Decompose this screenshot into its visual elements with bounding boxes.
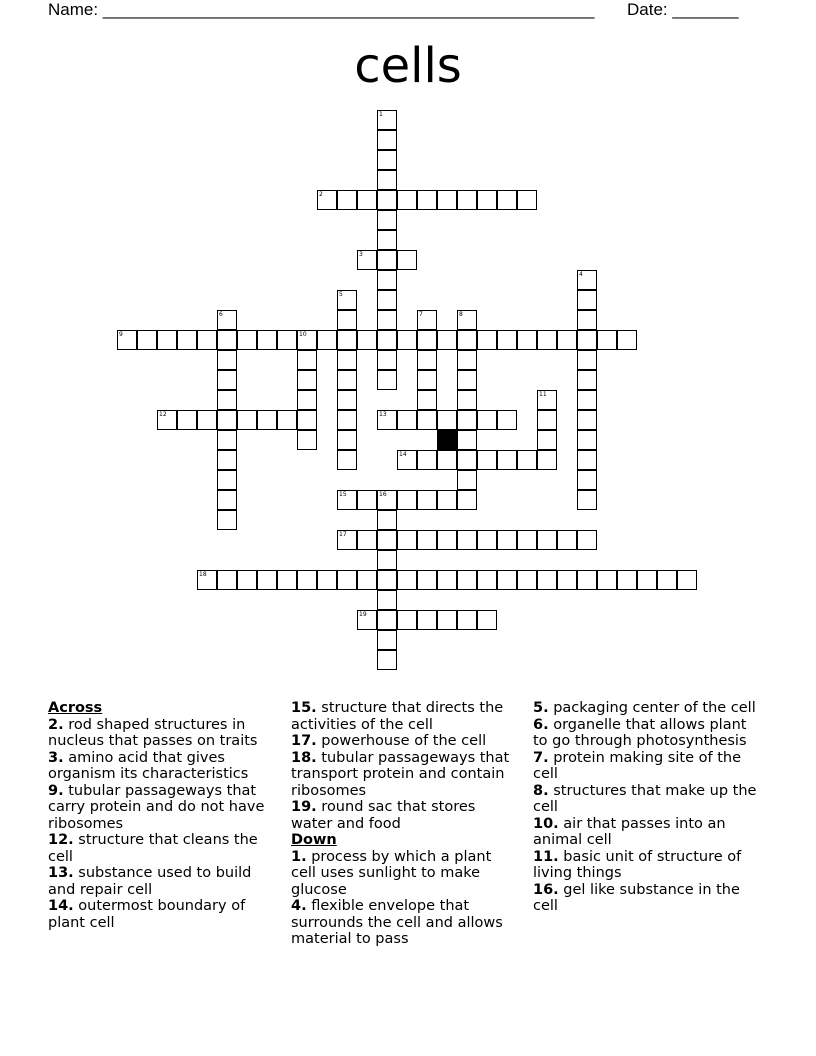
grid-cell[interactable]: [377, 230, 397, 250]
grid-cell[interactable]: [417, 570, 437, 590]
grid-cell[interactable]: [397, 530, 417, 550]
grid-cell[interactable]: [557, 330, 577, 350]
clue-across-9: 9. tubular passageways that carry protein and do not have ribosomes: [48, 782, 265, 832]
clue-column-3: [533, 700, 758, 915]
clue-number: 19: [359, 611, 367, 618]
grid-cell[interactable]: [337, 190, 357, 210]
grid-cell[interactable]: [437, 190, 457, 210]
clue-across-17: 17. powerhouse of the cell: [291, 733, 487, 749]
grid-cell[interactable]: [497, 530, 517, 550]
grid-cell[interactable]: [457, 450, 477, 470]
grid-cell[interactable]: [157, 330, 177, 350]
grid-cell[interactable]: [437, 530, 457, 550]
clue-number: 3: [359, 251, 363, 258]
grid-cell[interactable]: [497, 190, 517, 210]
date-line: _______: [672, 0, 739, 19]
grid-cell[interactable]: [597, 570, 617, 590]
clue-down-10: 10. air that passes into an animal cell: [533, 815, 726, 848]
clue-across-13: 13. substance used to build and repair cell: [48, 865, 252, 898]
grid-cell[interactable]: [137, 330, 157, 350]
grid-cell[interactable]: [337, 330, 357, 350]
grid-cell[interactable]: [517, 190, 537, 210]
grid-cell[interactable]: [397, 190, 417, 210]
grid-cell[interactable]: [477, 410, 497, 430]
across-heading: Across: [48, 700, 103, 716]
grid-cell[interactable]: [297, 390, 317, 410]
grid-cell[interactable]: [457, 330, 477, 350]
grid-cell[interactable]: [337, 490, 357, 510]
grid-cell[interactable]: [197, 410, 217, 430]
grid-cell[interactable]: [657, 570, 677, 590]
grid-cell[interactable]: [457, 490, 477, 510]
grid-cell[interactable]: [397, 450, 417, 470]
grid-cell[interactable]: [417, 410, 437, 430]
grid-cell[interactable]: [557, 570, 577, 590]
grid-cell[interactable]: [597, 330, 617, 350]
clue-number: 11: [539, 391, 547, 398]
grid-cell[interactable]: [377, 650, 397, 670]
grid-cell[interactable]: [217, 390, 237, 410]
clue-number: 16: [379, 491, 387, 498]
grid-cell[interactable]: [677, 570, 697, 590]
grid-cell[interactable]: [417, 310, 437, 330]
grid-cell[interactable]: [317, 190, 337, 210]
grid-cell[interactable]: [217, 410, 237, 430]
clue-number: 14: [399, 451, 407, 458]
grid-cell[interactable]: [377, 510, 397, 530]
grid-cell[interactable]: [577, 290, 597, 310]
grid-cell[interactable]: [217, 370, 237, 390]
grid-cell[interactable]: [477, 530, 497, 550]
grid-cell[interactable]: [337, 310, 357, 330]
grid-cell[interactable]: [457, 530, 477, 550]
grid-cell[interactable]: [197, 570, 217, 590]
grid-cell[interactable]: [457, 430, 477, 450]
clue-number: 1: [379, 111, 383, 118]
grid-cell[interactable]: [257, 570, 277, 590]
clue-down-6: 6. organelle that allows plant to go through photosynthesis: [533, 716, 747, 749]
clue-number: 6: [219, 311, 223, 318]
grid-cell[interactable]: [177, 330, 197, 350]
grid-cell[interactable]: [217, 430, 237, 450]
grid-cell[interactable]: [437, 570, 457, 590]
grid-cell[interactable]: [577, 370, 597, 390]
grid-cell[interactable]: [377, 590, 397, 610]
grid-cell[interactable]: [497, 450, 517, 470]
grid-cell[interactable]: [337, 290, 357, 310]
grid-cell[interactable]: [257, 330, 277, 350]
grid-cell[interactable]: [337, 390, 357, 410]
clue-across-12: 12. structure that cleans the cell: [48, 832, 258, 865]
grid-cell[interactable]: [357, 190, 377, 210]
grid-cell[interactable]: [377, 570, 397, 590]
grid-cell[interactable]: [177, 410, 197, 430]
grid-cell[interactable]: [577, 390, 597, 410]
grid-cell[interactable]: [577, 430, 597, 450]
grid-cell[interactable]: [357, 250, 377, 270]
grid-cell[interactable]: [477, 570, 497, 590]
clue-across-14: 14. outermost boundary of plant cell: [48, 898, 246, 931]
grid-cell[interactable]: [577, 310, 597, 330]
grid-cell[interactable]: [417, 530, 437, 550]
grid-cell[interactable]: [337, 370, 357, 390]
clue-column-2: [291, 700, 511, 948]
grid-cell[interactable]: [417, 490, 437, 510]
grid-cell[interactable]: [377, 130, 397, 150]
black-square: [437, 430, 457, 450]
grid-cell[interactable]: [417, 370, 437, 390]
name-line: ____________________________________________________: [102, 0, 595, 19]
grid-cell[interactable]: [577, 350, 597, 370]
grid-cell[interactable]: [457, 190, 477, 210]
grid-cell[interactable]: [397, 410, 417, 430]
clue-down-16: 16. gel like substance in the cell: [533, 881, 740, 914]
grid-cell[interactable]: [437, 330, 457, 350]
grid-cell[interactable]: [537, 330, 557, 350]
grid-cell[interactable]: [377, 370, 397, 390]
grid-cell[interactable]: [537, 410, 557, 430]
grid-cell[interactable]: [477, 330, 497, 350]
grid-cell[interactable]: [457, 370, 477, 390]
grid-cell[interactable]: [457, 310, 477, 330]
grid-cell[interactable]: [397, 490, 417, 510]
clue-number: 4: [579, 271, 583, 278]
grid-cell[interactable]: [357, 570, 377, 590]
grid-cell[interactable]: [437, 490, 457, 510]
clue-across-18: 18. tubular passageways that transport protein and contain ribosomes: [291, 749, 510, 799]
grid-cell[interactable]: [397, 250, 417, 270]
grid-cell[interactable]: [317, 570, 337, 590]
grid-cell[interactable]: [637, 570, 657, 590]
grid-cell[interactable]: [377, 310, 397, 330]
clue-number: 10: [299, 331, 307, 338]
name-label: Name:: [48, 0, 99, 19]
grid-cell[interactable]: [417, 610, 437, 630]
grid-cell[interactable]: [297, 430, 317, 450]
grid-cell[interactable]: [377, 610, 397, 630]
grid-cell[interactable]: [417, 390, 437, 410]
grid-cell[interactable]: [297, 370, 317, 390]
grid-cell[interactable]: [437, 450, 457, 470]
grid-cell[interactable]: [277, 570, 297, 590]
grid-cell[interactable]: [337, 430, 357, 450]
grid-cell[interactable]: [357, 330, 377, 350]
grid-cell[interactable]: [237, 410, 257, 430]
grid-cell[interactable]: [377, 630, 397, 650]
grid-cell[interactable]: [297, 570, 317, 590]
grid-cell[interactable]: [377, 530, 397, 550]
grid-cell[interactable]: [457, 390, 477, 410]
grid-cell[interactable]: [417, 450, 437, 470]
grid-cell[interactable]: [397, 330, 417, 350]
clue-down-11: 11. basic unit of structure of living things: [533, 848, 742, 881]
clue-number: 17: [339, 531, 347, 538]
grid-cell[interactable]: [417, 190, 437, 210]
grid-cell[interactable]: [377, 490, 397, 510]
clue-number: 8: [459, 311, 463, 318]
grid-cell[interactable]: [457, 350, 477, 370]
grid-cell[interactable]: [317, 330, 337, 350]
clue-number: 7: [419, 311, 423, 318]
grid-cell[interactable]: [277, 330, 297, 350]
grid-cell[interactable]: [537, 530, 557, 550]
clue-number: 12: [159, 411, 167, 418]
grid-cell[interactable]: [377, 190, 397, 210]
grid-cell[interactable]: [557, 530, 577, 550]
clue-down-5: 5. packaging center of the cell: [533, 700, 756, 716]
grid-cell[interactable]: [217, 330, 237, 350]
clue-number: 2: [319, 191, 323, 198]
grid-cell[interactable]: [217, 350, 237, 370]
grid-cell[interactable]: [377, 110, 397, 130]
grid-cell[interactable]: [577, 410, 597, 430]
grid-cell[interactable]: [397, 570, 417, 590]
grid-cell[interactable]: [577, 490, 597, 510]
grid-cell[interactable]: [497, 410, 517, 430]
grid-cell[interactable]: [497, 570, 517, 590]
grid-cell[interactable]: [337, 450, 357, 470]
clue-number: 13: [379, 411, 387, 418]
clue-across-2: 2. rod shaped structures in nucleus that passes on traits: [48, 716, 258, 749]
clue-across-15: 15. structure that directs the activities of the cell: [291, 700, 504, 733]
grid-cell[interactable]: [577, 470, 597, 490]
grid-cell[interactable]: [477, 450, 497, 470]
grid-cell[interactable]: [517, 530, 537, 550]
grid-cell[interactable]: [537, 570, 557, 590]
grid-cell[interactable]: [297, 410, 317, 430]
grid-cell[interactable]: [417, 330, 437, 350]
grid-cell[interactable]: [477, 190, 497, 210]
grid-cell[interactable]: [577, 270, 597, 290]
grid-cell[interactable]: [357, 530, 377, 550]
grid-cell[interactable]: [617, 570, 637, 590]
grid-cell[interactable]: [117, 330, 137, 350]
clue-number: 5: [339, 291, 343, 298]
grid-cell[interactable]: [157, 410, 177, 430]
grid-cell[interactable]: [537, 430, 557, 450]
grid-cell[interactable]: [457, 470, 477, 490]
grid-cell[interactable]: [217, 310, 237, 330]
grid-cell[interactable]: [417, 350, 437, 370]
grid-cell[interactable]: [397, 610, 417, 630]
grid-cell[interactable]: [377, 250, 397, 270]
grid-cell[interactable]: [377, 150, 397, 170]
grid-cell[interactable]: [377, 270, 397, 290]
grid-cell[interactable]: [537, 450, 557, 470]
grid-cell[interactable]: [537, 390, 557, 410]
grid-cell[interactable]: [437, 410, 457, 430]
clue-down-4: 4. flexible envelope that surrounds the cell and allows material to pass: [291, 898, 503, 947]
grid-cell[interactable]: [217, 490, 237, 510]
grid-cell[interactable]: [437, 610, 457, 630]
grid-cell[interactable]: [577, 530, 597, 550]
grid-cell[interactable]: [297, 330, 317, 350]
grid-cell[interactable]: [357, 610, 377, 630]
grid-cell[interactable]: [217, 470, 237, 490]
grid-cell[interactable]: [337, 530, 357, 550]
grid-cell[interactable]: [357, 490, 377, 510]
grid-cell[interactable]: [217, 570, 237, 590]
clue-number: 15: [339, 491, 347, 498]
grid-cell[interactable]: [517, 330, 537, 350]
grid-cell[interactable]: [257, 410, 277, 430]
grid-cell[interactable]: [377, 290, 397, 310]
grid-cell[interactable]: [217, 450, 237, 470]
grid-cell[interactable]: [237, 330, 257, 350]
clue-number: 9: [119, 331, 123, 338]
grid-cell[interactable]: [577, 570, 597, 590]
grid-cell[interactable]: [457, 410, 477, 430]
clue-across-3: 3. amino acid that gives organism its characteristics: [48, 749, 249, 782]
clue-down-8: 8. structures that make up the cell: [533, 782, 757, 815]
clue-column-1: [48, 700, 268, 931]
grid-cell[interactable]: [197, 330, 217, 350]
grid-cell[interactable]: [377, 410, 397, 430]
grid-cell[interactable]: [377, 210, 397, 230]
grid-cell[interactable]: [517, 570, 537, 590]
grid-cell[interactable]: [297, 350, 317, 370]
grid-cell[interactable]: [477, 610, 497, 630]
grid-cell[interactable]: [577, 450, 597, 470]
grid-cell[interactable]: [337, 570, 357, 590]
grid-cell[interactable]: [617, 330, 637, 350]
grid-cell[interactable]: [457, 610, 477, 630]
grid-cell[interactable]: [217, 510, 237, 530]
clue-down-1: 1. process by which a plant cell uses sunlight to make glucose: [291, 848, 492, 898]
clue-down-7: 7. protein making site of the cell: [533, 749, 741, 782]
grid-cell[interactable]: [577, 330, 597, 350]
clue-across-19: 19. round sac that stores water and food: [291, 799, 476, 832]
grid-cell[interactable]: [377, 330, 397, 350]
grid-cell[interactable]: [497, 330, 517, 350]
grid-cell[interactable]: [457, 570, 477, 590]
grid-cell[interactable]: [517, 450, 537, 470]
grid-cell[interactable]: [277, 410, 297, 430]
grid-cell[interactable]: [377, 170, 397, 190]
clue-number: 18: [199, 571, 207, 578]
grid-cell[interactable]: [377, 550, 397, 570]
grid-cell[interactable]: [337, 350, 357, 370]
down-heading: Down: [291, 832, 337, 848]
grid-cell[interactable]: [237, 570, 257, 590]
page-title: cells: [354, 38, 462, 94]
grid-cell[interactable]: [337, 410, 357, 430]
date-label: Date:: [627, 0, 668, 19]
grid-cell[interactable]: [377, 350, 397, 370]
